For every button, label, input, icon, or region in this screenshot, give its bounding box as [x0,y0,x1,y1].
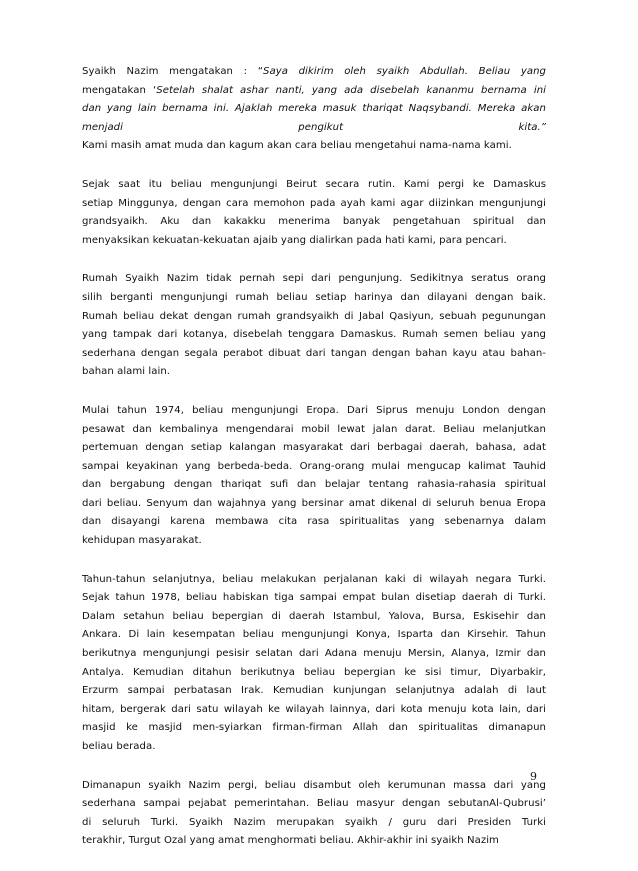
text-line [82,532,546,551]
text-line [82,402,546,421]
text-line [82,363,546,382]
text-line [82,608,546,627]
text-line [82,719,546,738]
paragraph [82,176,546,250]
text-line [82,476,546,495]
italic-text: Setelah shalat ashar nanti, yang ada disebelah kananmu bernama ini [156,84,546,96]
text-line [82,645,546,664]
text-line [82,195,546,214]
text-run: sampai keyakinan yang berbeda-beda. Orang-orang mulai mengucap kalimat Tauhid [82,460,546,472]
text-run: dari beliau. Senyum dan wajahnya yang bersinar amat dikenal di seluruh benua Eropa [82,497,546,509]
italic-text: dan yang lain bernama ini. Ajaklah mereka masuk thariqat Naqsybandi. Mereka akan [82,103,546,115]
text-line [82,701,546,720]
text-run: Sejak saat itu beliau mengunjungi Beirut secara rutin. Kami pergi ke Damaskus [82,178,546,190]
paragraph [82,571,546,757]
text-line [82,814,546,833]
paragraph [82,777,546,851]
text-line [82,421,546,440]
text-run: kehidupan masyarakat. [82,535,202,547]
text-run: mengatakan ‘ [82,84,157,96]
text-line [82,589,546,608]
text-line [82,119,546,138]
text-line [82,777,546,796]
text-run: beliau berada. [82,741,156,752]
text-line [82,626,546,645]
text-run: terakhir, Turgut Ozal yang amat menghormati beliau. Akhir-akhir ini syaikh Nazim [82,835,499,847]
text-line [82,63,546,82]
text-line [82,308,546,327]
paragraph [82,402,546,551]
text-line [82,795,546,814]
text-line [82,458,546,477]
text-line [82,832,546,851]
italic-text: Saya dikirim oleh syaikh Abdullah. Beliau yang [263,66,547,77]
text-line [82,232,546,251]
italic-text: menjadi pengikut kita.” [82,121,546,133]
text-run: masjid ke masjid men-syiarkan firman-firman Allah dan spiritualitas dimanapun [82,722,546,734]
text-line [82,682,546,701]
document-page [82,63,546,871]
text-line [82,495,546,514]
text-run: Tahun-tahun selanjutnya, beliau melakukan perjalanan kaki di wilayah negara Turki. [82,573,546,585]
text-run: Dimanapun syaikh Nazim pergi, beliau disambut oleh kerumunan massa dari yang [82,779,546,791]
text-run: setiap Minggunya, dengan cara memohon pada ayah kami agar diizinkan mengunjungi [82,197,546,209]
text-run: bahan alami lain. [82,366,171,378]
text-run: Rumah beliau dekat dengan rumah grandsyaikh di Jabal Qasiyun, sebuah pegunungan [82,310,546,322]
text-line [82,176,546,195]
text-run: Antalya. Kemudian ditahun berikutnya beliau bepergian ke sisi timur, Diyarbakir, [82,666,546,678]
paragraph [82,63,546,156]
text-line [82,326,546,345]
text-run: Syaikh Nazim mengatakan : “ [82,66,263,77]
text-run: Sejak tahun 1978, beliau habiskan tiga sampai empat bulan disetiap daerah di Turki. [82,592,546,604]
text-line [82,571,546,590]
text-run: Rumah Syaikh Nazim tidak pernah sepi dari pengunjung. Sedikitnya seratus orang [82,273,546,285]
text-run: menyaksikan kekuatan-kekuatan ajaib yang dialirkan pada hati kami, para pencari. [82,234,507,246]
text-run: Mulai tahun 1974, beliau mengunjungi Eropa. Dari Siprus menuju London dengan [82,404,546,416]
text-run: pertemuan dengan setiap kalangan masyarakat dari berbagai daerah, bahasa, adat [82,442,546,454]
text-run: Dalam setahun beliau bepergian di daerah Istambul, Yalova, Bursa, Eskisehir dan [82,610,546,622]
text-line [82,270,546,289]
text-line [82,100,546,119]
text-line [82,439,546,458]
text-run: dan bergabung dengan thariqat sufi dan belajar tentang rahasia-rahasia spiritual [82,479,546,491]
text-line [82,664,546,683]
text-line [82,137,546,156]
text-run: sederhana dengan segala perabot dibuat dari tangan dengan bahan kayu atau bahan- [82,347,546,359]
text-run: dan disayangi karena membawa cita rasa spiritualitas yang sebenarnya dalam [82,516,546,528]
text-line [82,345,546,364]
text-line [82,738,546,757]
text-run: di seluruh Turki. Syaikh Nazim merupakan syaikh / guru dari Presiden Turki [82,816,546,828]
text-line [82,513,546,532]
text-line [82,82,546,101]
text-run: yang tampak dari kotanya, disebelah tenggara Damaskus. Rumah semen beliau yang [82,329,546,341]
text-run: sederhana sampai pejabat pemerintahan. Beliau masyur dengan sebutanAl-Qubrusi’ [82,798,546,810]
page-number: 9 [530,770,537,783]
text-run: Kami masih amat muda dan kagum akan cara beliau mengetahui nama-nama kami. [82,140,512,152]
text-run: berikutnya mengunjungi pesisir selatan dari Adana menuju Mersin, Alanya, Izmir dan [82,648,546,660]
paragraph [82,270,546,382]
text-line [82,289,546,308]
text-run: pesawat dan kembalinya mengendarai mobil lewat jalan darat. Beliau melanjutkan [82,423,546,435]
text-run: Erzurm sampai perbatasan Irak. Kemudian kunjungan selanjutnya adalah di laut [82,685,546,697]
text-run: silih berganti mengunjungi rumah beliau setiap harinya dan dilayani dengan baik. [82,291,546,303]
text-run: grandsyaikh. Aku dan kakakku menerima banyak pengetahuan spiritual dan [82,216,546,228]
text-line [82,213,546,232]
text-run: Ankara. Di lain kesempatan beliau mengunjungi Konya, Isparta dan Kirsehir. Tahun [82,629,546,641]
text-run: hitam, bergerak dari satu wilayah ke wilayah lainnya, dari kota menuju kota lain, dari [82,703,546,715]
